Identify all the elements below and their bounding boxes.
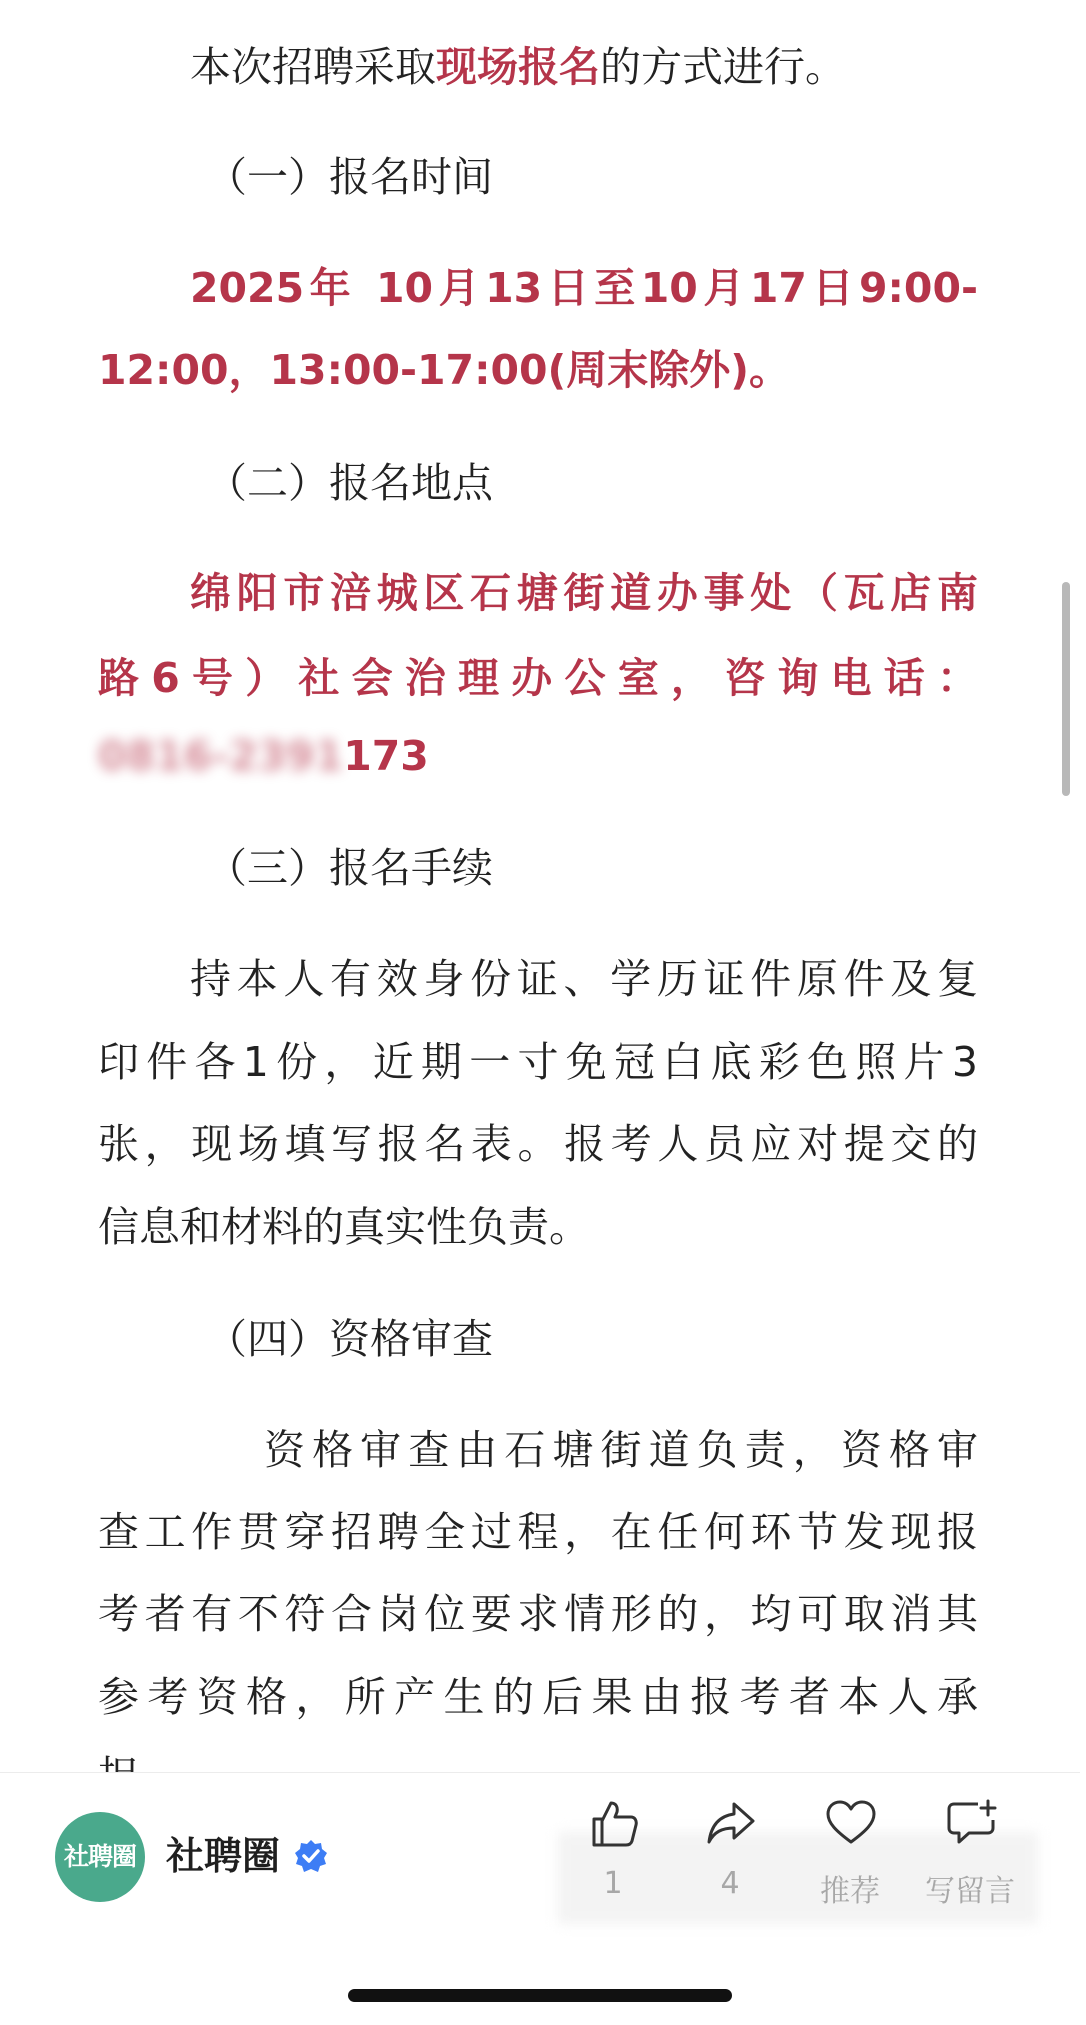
review-line-3: 考者有不符合岗位要求情形的，均可取消其 bbox=[98, 1590, 978, 1638]
procedure-line-4: 信息和材料的真实性负责。 bbox=[98, 1203, 590, 1251]
account-name[interactable]: 社聘圈 bbox=[166, 1834, 281, 1878]
comment-add-icon bbox=[944, 1796, 998, 1850]
thumbs-up-icon bbox=[587, 1796, 641, 1850]
home-indicator[interactable] bbox=[348, 1989, 732, 2002]
section-heading-time: （一）报名时间 bbox=[206, 153, 493, 201]
like-count: 1 bbox=[603, 1866, 623, 1901]
registration-time-line-1: 2025年 10月13日至10月17日9:00- bbox=[190, 264, 978, 312]
registration-place-line-2: 路6号）社会治理办公室，咨询电话： bbox=[98, 654, 978, 702]
account-avatar[interactable]: 社聘圈 bbox=[55, 1812, 145, 1902]
like-button[interactable] bbox=[553, 1796, 673, 1916]
contact-phone bbox=[98, 732, 978, 780]
procedure-line-1: 持本人有效身份证、学历证件原件及复 bbox=[190, 955, 978, 1003]
intro-highlight: 现场报名 bbox=[436, 43, 600, 91]
registration-place-line-1: 绵阳市涪城区石塘街道办事处（瓦店南 bbox=[190, 569, 978, 617]
phone-blurred-part: 0816-2391 bbox=[98, 732, 344, 780]
procedure-line-2: 印件各1份，近期一寸免冠白底彩色照片3 bbox=[98, 1038, 978, 1086]
heart-icon bbox=[824, 1796, 878, 1850]
intro-text-end: 的方式进行。 bbox=[600, 43, 846, 91]
intro-paragraph bbox=[190, 43, 1070, 91]
review-line-2: 查工作贯穿招聘全过程，在任何环节发现报 bbox=[98, 1508, 978, 1556]
section-heading-procedure: （三）报名手续 bbox=[206, 844, 493, 892]
section-heading-review: （四）资格审查 bbox=[206, 1315, 493, 1363]
procedure-line-3: 张，现场填写报名表。报考人员应对提交的 bbox=[98, 1120, 978, 1168]
verified-badge-icon bbox=[294, 1839, 328, 1873]
review-line-4: 参考资格，所产生的后果由报考者本人承 bbox=[98, 1673, 978, 1721]
recommend-button[interactable] bbox=[790, 1796, 910, 1916]
intro-text-start: 本次招聘采取 bbox=[190, 43, 436, 91]
scrollbar[interactable] bbox=[1062, 582, 1070, 796]
write-comment-button[interactable] bbox=[910, 1796, 1030, 1916]
share-icon bbox=[704, 1796, 758, 1850]
phone-visible-part: 173 bbox=[343, 732, 429, 780]
share-button[interactable] bbox=[670, 1796, 790, 1916]
share-count: 4 bbox=[720, 1866, 740, 1901]
registration-time-line-2: 12:00，13:00-17:00(周末除外)。 bbox=[98, 346, 791, 394]
recommend-label: 推荐 bbox=[820, 1874, 880, 1909]
section-heading-place: （二）报名地点 bbox=[206, 459, 493, 507]
review-line-1: 资格审查由石塘街道负责，资格审 bbox=[264, 1426, 978, 1474]
write-comment-label: 写留言 bbox=[925, 1874, 1015, 1909]
